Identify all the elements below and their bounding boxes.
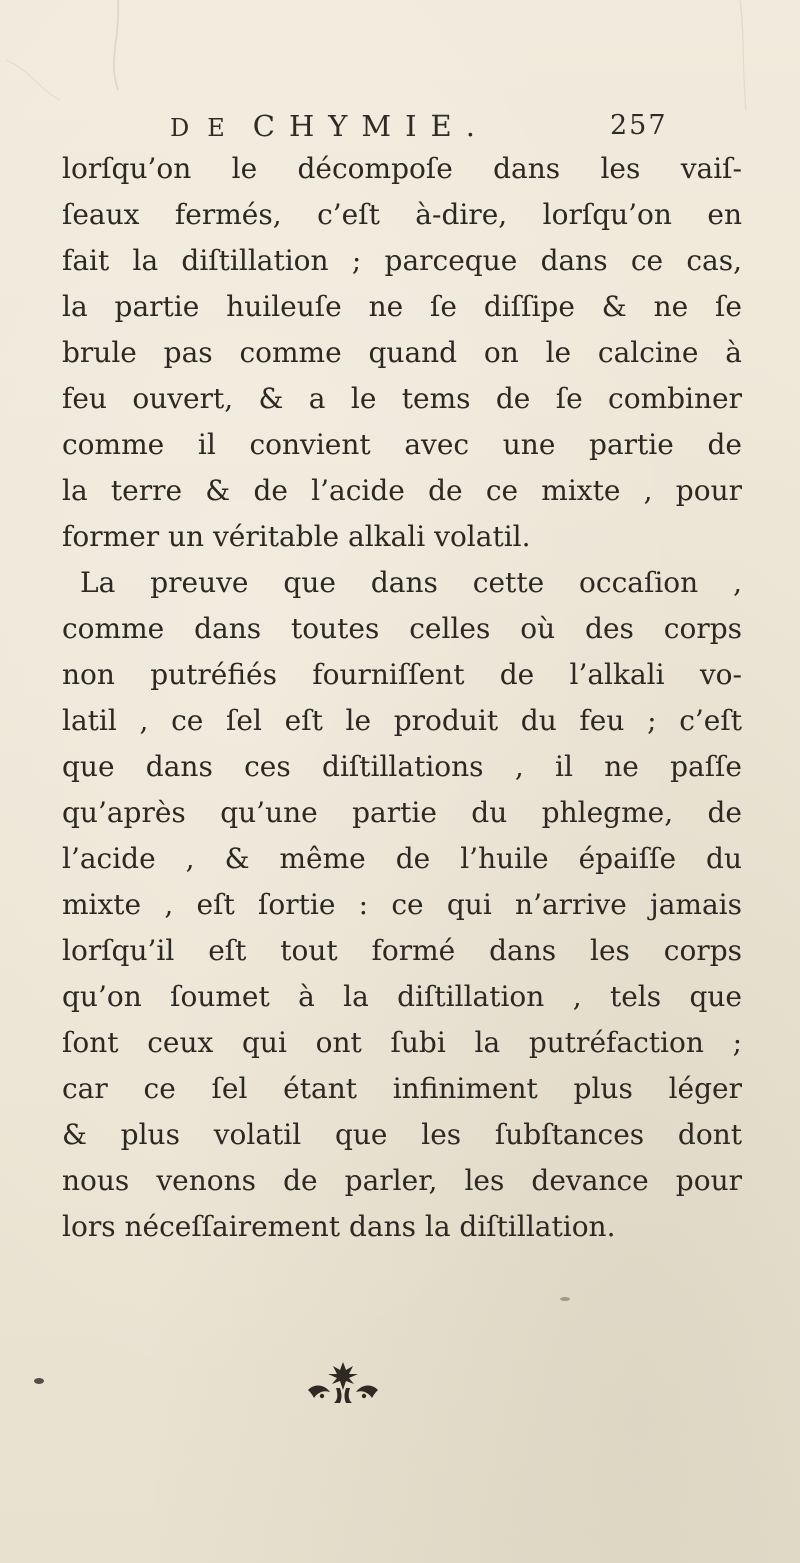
text-line: la partie huileuſe ne ſe diſſipe & ne ſe	[62, 290, 742, 323]
text-line: lors néceſſairement dans la diſtillation.	[62, 1210, 616, 1243]
body-text	[62, 146, 742, 1250]
text-line: la terre & de l’acide de ce mixte , pour	[62, 474, 742, 507]
text-line: l’acide , & même de l’huile épaiſſe du	[62, 842, 742, 875]
text-line: La preuve que dans cette occaſion ,	[80, 566, 742, 599]
text-line: comme il convient avec une partie de	[62, 428, 742, 461]
text-line: mixte , eſt ſortie : ce qui n’arrive jamais	[62, 888, 742, 921]
header-title: CHYMIE.	[252, 109, 489, 143]
text-line: lorſqu’on le décompoſe dans les vaiſ-	[62, 152, 742, 185]
text-line: ſont ceux qui ont ſubi la putréfaction ;	[62, 1026, 742, 1059]
text-line: & plus volatil que les ſubſtances dont	[62, 1118, 742, 1151]
text-line: qu’on ſoumet à la diſtillation , tels que	[62, 980, 742, 1013]
text-line: feu ouvert, & a le tems de ſe combiner	[62, 382, 742, 415]
text-line: fait la diſtillation ; parceque dans ce cas,	[62, 244, 742, 277]
text-line: qu’après qu’une partie du phlegme, de	[62, 796, 742, 829]
ink-speck	[34, 1378, 44, 1384]
text-line: brule pas comme quand on le calcine à	[62, 336, 742, 369]
fleuron-ornament	[300, 1360, 386, 1404]
text-line: que dans ces diſtillations , il ne paſſe	[62, 750, 742, 783]
paper-mark	[560, 1297, 570, 1301]
text-line: car ce ſel étant infiniment plus léger	[62, 1072, 742, 1105]
text-line: nous venons de parler, les devance pour	[62, 1164, 742, 1197]
text-line: former un véritable alkali volatil.	[62, 520, 531, 553]
text-line: lorſqu’il eſt tout formé dans les corps	[62, 934, 742, 967]
text-line: non putréfiés fourniſſent de l’alkali vo-	[62, 658, 742, 691]
text-line: comme dans toutes celles où des corps	[62, 612, 742, 645]
text-line: ſeaux fermés, c’eſt à-dire, lorſqu’on en	[62, 198, 742, 231]
header-prefix: DE	[170, 114, 243, 142]
page-number: 257	[610, 110, 668, 141]
text-line: latil , ce ſel eſt le produit du feu ; c’eſt	[62, 704, 742, 737]
